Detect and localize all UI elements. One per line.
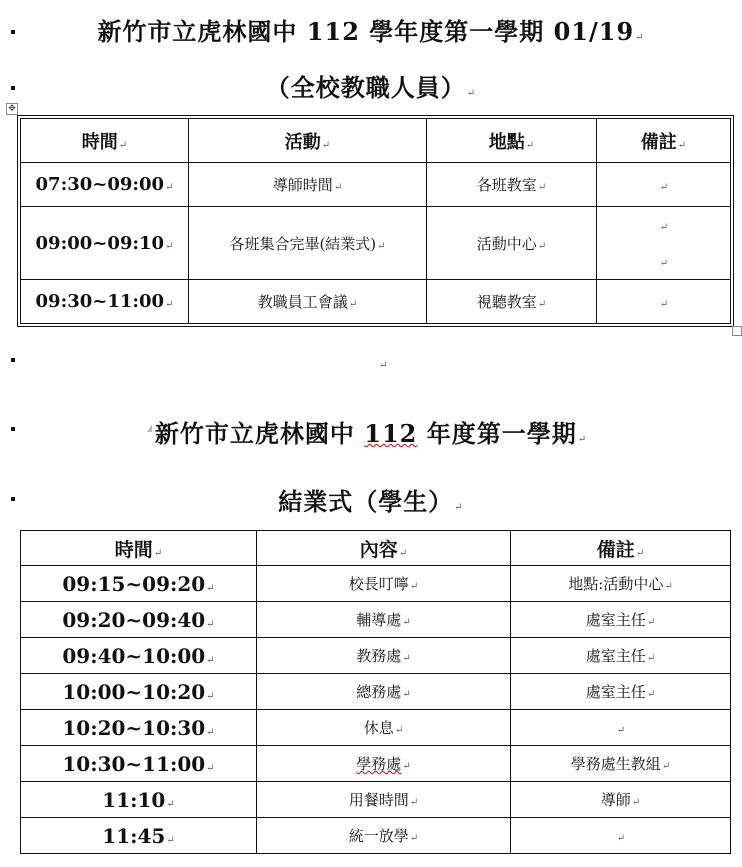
- note-cell: 處室主任↵: [511, 638, 731, 674]
- paragraph-mark: ↵: [635, 32, 645, 43]
- content-cell: 輔導處↵: [257, 602, 511, 638]
- location-cell: 視聽教室↵: [427, 280, 597, 324]
- time-cell: 09:30~11:00↵: [21, 280, 189, 324]
- table-row: [21, 674, 731, 710]
- paragraph-mark: ↵: [577, 434, 588, 445]
- content-cell: 教務處↵: [257, 638, 511, 674]
- time-cell: 09:15~09:20↵: [21, 566, 257, 602]
- content-cell: 休息↵: [257, 710, 511, 746]
- column-header: 時間↵: [21, 119, 189, 163]
- staff-schedule-table: [20, 118, 731, 324]
- location-cell: 各班教室↵: [427, 163, 597, 207]
- content-cell: 用餐時間↵: [257, 782, 511, 818]
- table-row: [21, 602, 731, 638]
- time-cell: 07:30~09:00↵: [21, 163, 189, 207]
- table-header-row: [21, 119, 731, 163]
- paragraph-bullet: [11, 358, 15, 362]
- table-row: [21, 566, 731, 602]
- paragraph-mark: ↵: [379, 360, 388, 371]
- heading-text: 新竹市立虎林國中 112 學年度第一學期 01/19: [97, 17, 635, 46]
- time-cell: 10:30~11:00↵: [21, 746, 257, 782]
- activity-cell: 教職員工會議↵: [189, 280, 427, 324]
- note-cell: 學務處生教組↵: [511, 746, 731, 782]
- table-row: [21, 207, 731, 280]
- heading-closing-ceremony: [0, 482, 742, 517]
- column-header: 備註↵: [511, 531, 731, 566]
- table-row: [21, 710, 731, 746]
- heading-text: 結業式（學生）: [278, 487, 454, 516]
- column-header: 活動↵: [189, 119, 427, 163]
- heading-school-term: [0, 12, 742, 47]
- paragraph-mark: ↵: [466, 88, 477, 99]
- table-row: [21, 782, 731, 818]
- note-cell: 處室主任↵: [511, 674, 731, 710]
- time-cell: 09:40~10:00↵: [21, 638, 257, 674]
- column-header: 備註↵: [597, 119, 731, 163]
- content-cell: 學務處↵: [257, 746, 511, 782]
- student-schedule-table: [20, 530, 731, 854]
- table-resize-handle[interactable]: [732, 326, 742, 336]
- time-cell: 11:45↵: [21, 818, 257, 854]
- time-cell: 09:20~09:40↵: [21, 602, 257, 638]
- note-cell: 導師↵: [511, 782, 731, 818]
- table-row: [21, 746, 731, 782]
- paragraph-mark: ↵: [454, 502, 464, 513]
- time-cell: 10:20~10:30↵: [21, 710, 257, 746]
- content-cell: 統一放學↵: [257, 818, 511, 854]
- location-cell: 活動中心↵: [427, 207, 597, 280]
- heading-all-staff: [0, 68, 742, 103]
- table-row: [21, 280, 731, 324]
- note-cell: ↵: [597, 280, 731, 324]
- column-header: 時間↵: [21, 531, 257, 566]
- note-cell: ↵: [511, 710, 731, 746]
- note-cell: ↵: [511, 818, 731, 854]
- table-row: [21, 638, 731, 674]
- note-cell: ↵ ↵: [597, 207, 731, 280]
- table-header-row: [21, 531, 731, 566]
- heading-year-number: 112: [364, 419, 418, 448]
- note-cell: 處室主任↵: [511, 602, 731, 638]
- table-row: [21, 163, 731, 207]
- note-cell: ↵: [597, 163, 731, 207]
- table-move-handle-icon[interactable]: ✥: [6, 103, 18, 115]
- column-header: 地點↵: [427, 119, 597, 163]
- activity-cell: 導師時間↵: [189, 163, 427, 207]
- time-cell: 09:00~09:10↵: [21, 207, 189, 280]
- content-cell: 總務處↵: [257, 674, 511, 710]
- note-cell: 地點:活動中心↵: [511, 566, 731, 602]
- time-cell: 11:10↵: [21, 782, 257, 818]
- heading-text: 年度第一學期: [417, 419, 577, 448]
- column-header: 內容↵: [257, 531, 511, 566]
- heading-text: （全校教職人員）: [265, 73, 466, 102]
- activity-cell: 各班集合完畢(結業式)↵: [189, 207, 427, 280]
- heading-school-year: [0, 414, 742, 449]
- table-row: [21, 818, 731, 854]
- content-cell: 校長叮嚀↵: [257, 566, 511, 602]
- time-cell: 10:00~10:20↵: [21, 674, 257, 710]
- heading-text: 新竹市立虎林國中: [154, 419, 365, 448]
